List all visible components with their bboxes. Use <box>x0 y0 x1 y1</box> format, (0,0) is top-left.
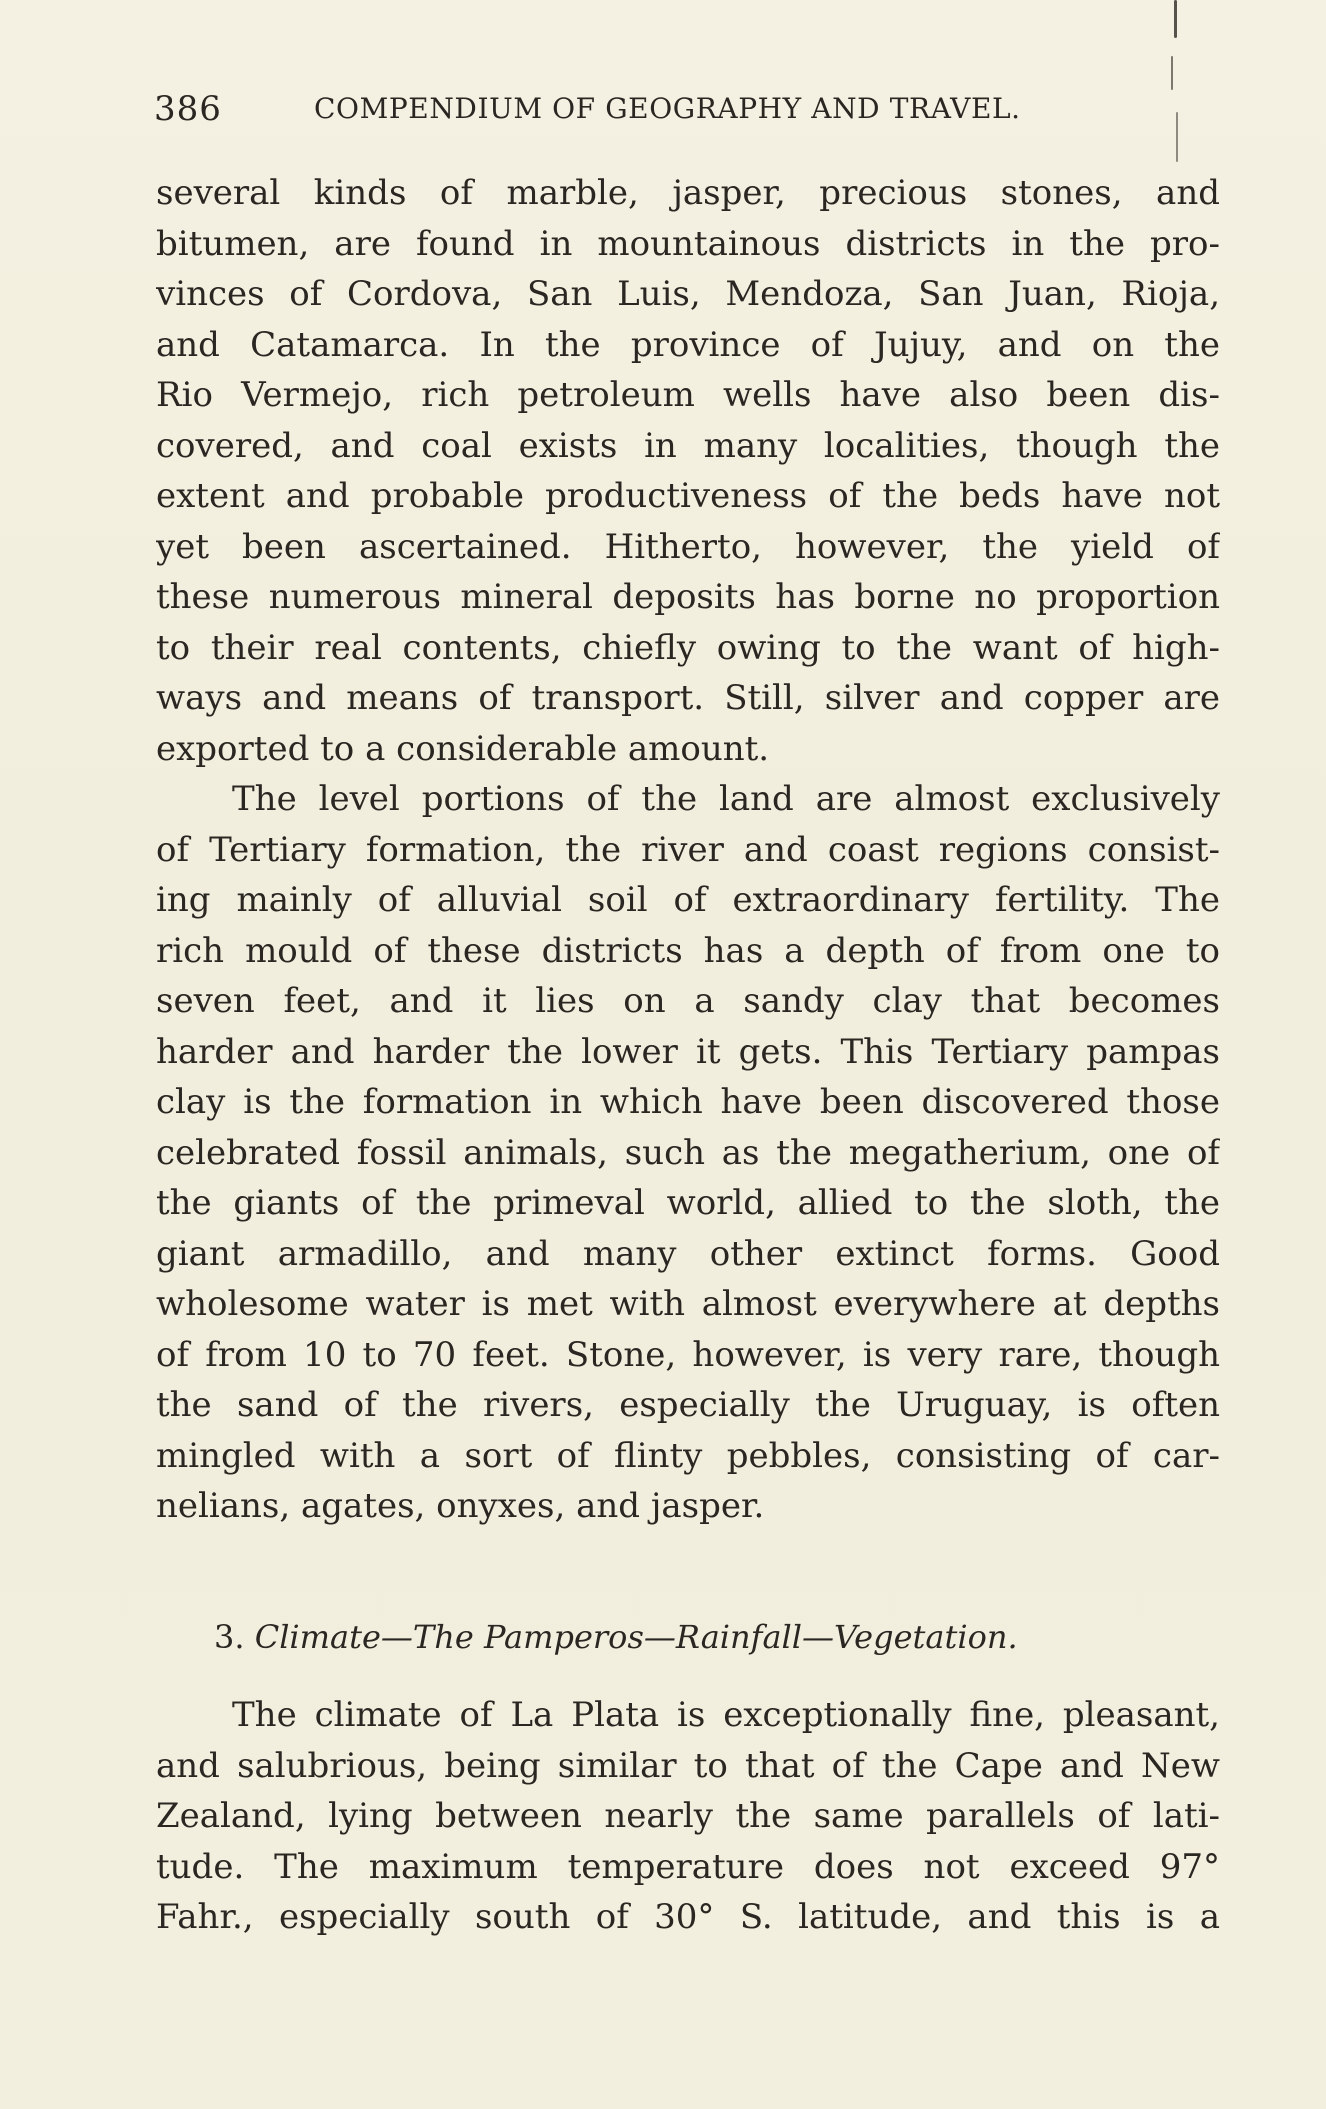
page-edge-mark <box>1171 56 1173 90</box>
text-line: rich mould of these districts has a depth of from one to <box>156 930 1220 971</box>
text-line: of Tertiary formation, the river and coast regions consist- <box>156 829 1220 870</box>
text-line: and Catamarca. In the province of Jujuy, and on the <box>156 324 1220 365</box>
text-line: The climate of La Plata is exceptionally fine, pleasant, <box>232 1695 1220 1735</box>
text-line: these numerous mineral deposits has borne no proportion <box>156 577 1220 617</box>
text-line: The level portions of the land are almost exclusively <box>232 779 1220 819</box>
text-line: covered, and coal exists in many localities, though the <box>156 425 1220 466</box>
text-line: nelians, agates, onyxes, and jasper. <box>156 1486 765 1526</box>
page-number: 386 <box>154 89 222 129</box>
text-line: several kinds of marble, jasper, precious stones, and <box>156 173 1220 213</box>
section-heading <box>214 1612 1214 1662</box>
page-header <box>154 86 1174 132</box>
text-line: Zealand, lying between nearly the same parallels of lati- <box>156 1796 1220 1836</box>
text-line: Fahr., especially south of 30° S. latitude, and this is a <box>156 1897 1220 1937</box>
text-line: harder and harder the lower it gets. This Tertiary pampas <box>156 1031 1220 1072</box>
text-line: to their real contents, chiefly owing to the want of high- <box>156 627 1220 668</box>
body-text-continued <box>156 1690 1220 1943</box>
text-line: exported to a considerable amount. <box>156 728 770 769</box>
text-line: mingled with a sort of flinty pebbles, consisting of car- <box>156 1435 1220 1476</box>
text-line: bitumen, are found in mountainous districts in the pro- <box>156 223 1220 264</box>
page-edge-mark <box>1174 0 1177 38</box>
text-line: wholesome water is met with almost everywhere at depths <box>156 1284 1220 1324</box>
text-line: seven feet, and it lies on a sandy clay that becomes <box>156 981 1220 1021</box>
text-line: yet been ascertained. Hitherto, however, the yield of <box>156 526 1220 567</box>
text-line: and salubrious, being similar to that of the Cape and New <box>156 1745 1220 1786</box>
text-line: of from 10 to 70 feet. Stone, however, is very rare, though <box>156 1334 1220 1375</box>
text-line: the giants of the primeval world, allied to the sloth, the <box>156 1183 1220 1223</box>
text-line: vinces of Cordova, San Luis, Mendoza, San Juan, Rioja, <box>156 274 1220 314</box>
text-line: ing mainly of alluvial soil of extraordinary fertility. The <box>156 880 1220 920</box>
text-line: clay is the formation in which have been discovered those <box>156 1082 1220 1122</box>
page-edge-mark <box>1176 112 1178 162</box>
text-line: giant armadillo, and many other extinct forms. Good <box>156 1233 1220 1274</box>
running-head: COMPENDIUM OF GEOGRAPHY AND TRAVEL. <box>314 92 1021 125</box>
text-line: the sand of the rivers, especially the Uruguay, is often <box>156 1385 1220 1425</box>
text-line: celebrated fossil animals, such as the megatherium, one of <box>156 1132 1220 1173</box>
section-number: 3. <box>214 1618 245 1656</box>
text-line: ways and means of transport. Still, silver and copper are <box>156 678 1220 718</box>
body-text <box>156 168 1220 1532</box>
text-line: Rio Vermejo, rich petroleum wells have also been dis- <box>156 375 1220 415</box>
text-line: extent and probable productiveness of the beds have not <box>156 476 1220 516</box>
text-line: tude. The maximum temperature does not exceed 97° <box>156 1846 1220 1887</box>
section-title: Climate—The Pamperos—Rainfall—Vegetation. <box>254 1618 1018 1656</box>
